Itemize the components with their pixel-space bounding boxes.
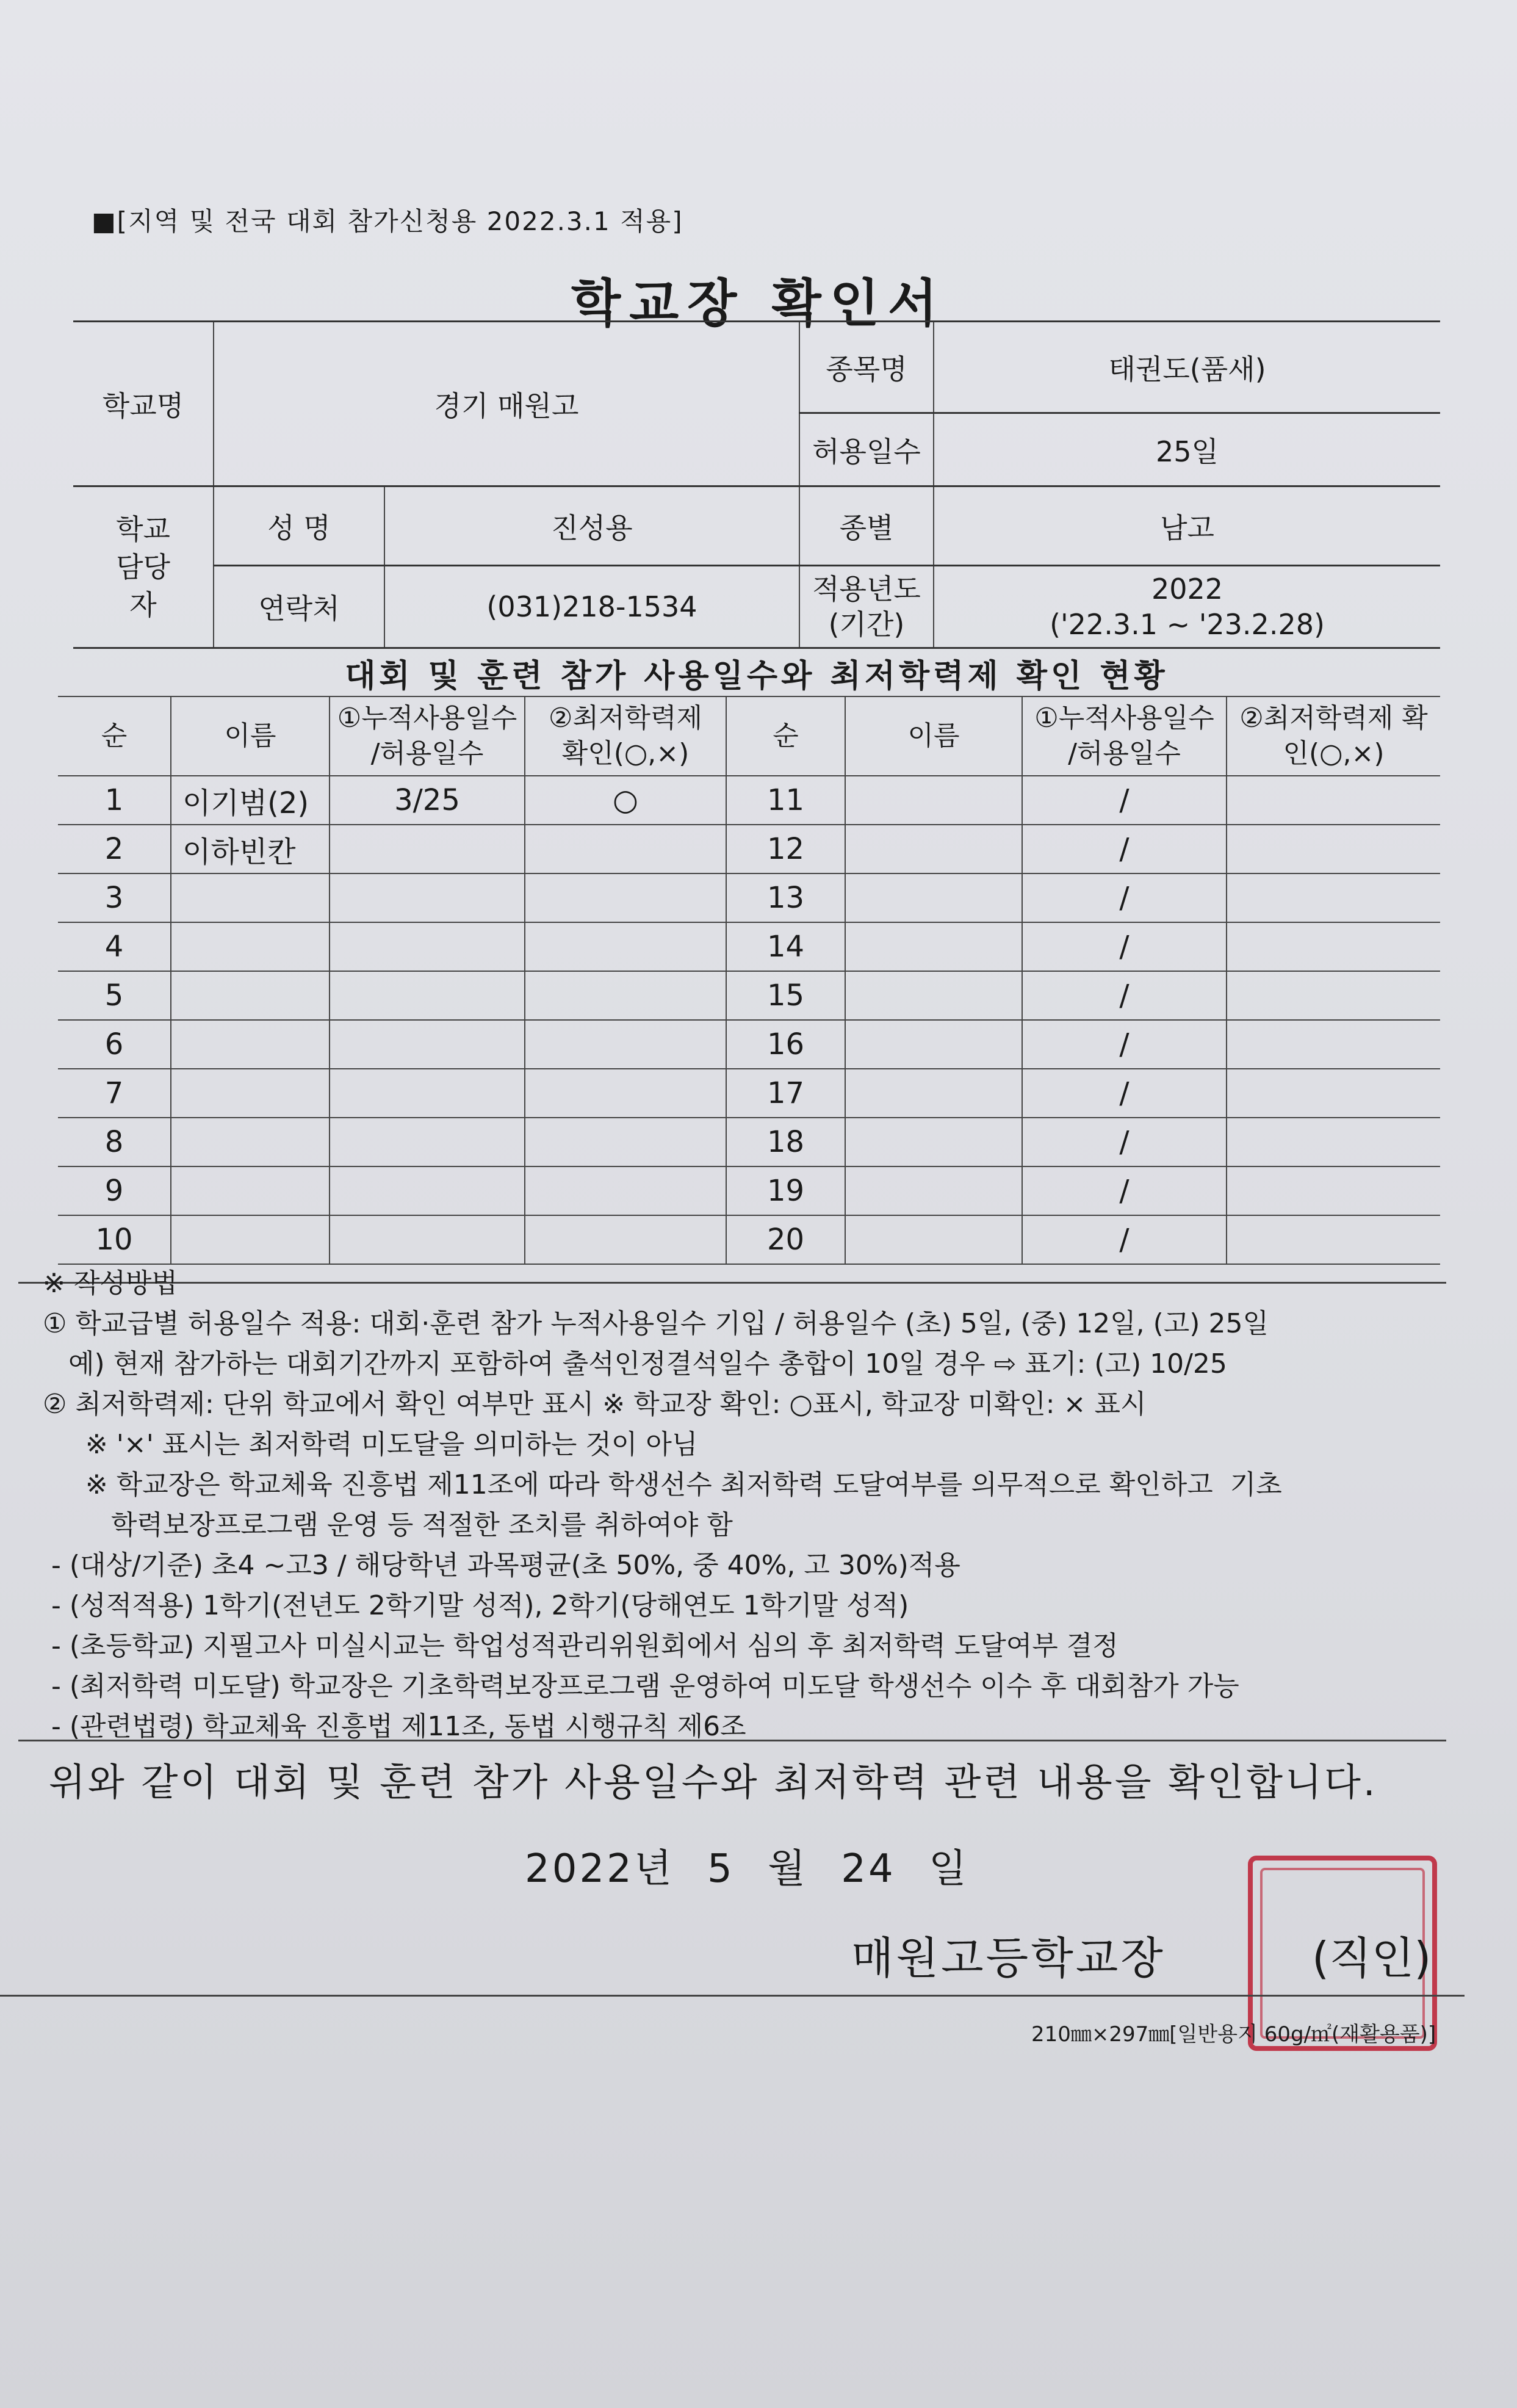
seal-sign-label: (직인)	[1312, 1933, 1432, 1984]
header-name-left: 이름	[171, 696, 330, 776]
row-seq-right: 19	[726, 1166, 845, 1215]
row-check-right	[1227, 1020, 1440, 1069]
row-days-right: /	[1022, 1166, 1227, 1215]
writing-method	[43, 1264, 1465, 1747]
row-days-left	[330, 922, 525, 971]
row-seq-right: 15	[726, 971, 845, 1020]
header-days-left	[330, 696, 525, 776]
year-value: 2022	[1151, 573, 1223, 606]
row-days-left: 3/25	[330, 776, 525, 825]
type-label: 종별	[799, 486, 934, 566]
method-line: - (대상/기준) 초4 ~고3 / 해당학년 과목평균(초 50%, 중 40%, 고 30%)적용	[43, 1550, 960, 1581]
row-days-right: /	[1022, 1118, 1227, 1166]
school-label: 학교명	[73, 322, 214, 486]
row-check-left	[525, 922, 726, 971]
header-days-left-text: ①누적사용일수 /허용일수	[337, 703, 517, 769]
table-row	[58, 1069, 1440, 1118]
row-name-right	[845, 776, 1022, 825]
row-name-left	[171, 1166, 330, 1215]
table-row	[58, 922, 1440, 971]
row-days-right: /	[1022, 1069, 1227, 1118]
row-check-right	[1227, 1069, 1440, 1118]
table-row	[58, 873, 1440, 922]
row-seq-left: 4	[58, 922, 171, 971]
row-seq-right: 18	[726, 1118, 845, 1166]
row-name-left: 이기범(2)	[171, 776, 330, 825]
row-seq-left: 6	[58, 1020, 171, 1069]
header-days-right	[1022, 696, 1227, 776]
row-name-right	[845, 1118, 1022, 1166]
method-line: ※ '×' 표시는 최저학력 미도달을 의미하는 것이 아님	[43, 1429, 698, 1460]
method-line: ① 학교급별 허용일수 적용: 대회·훈련 참가 누적사용일수 기입 / 허용일수 (초) 5일, (중) 12일, (고) 25일	[43, 1308, 1269, 1339]
row-check-left	[525, 971, 726, 1020]
row-name-right	[845, 971, 1022, 1020]
method-line: ※ 학교장은 학교체육 진흥법 제11조에 따라 학생선수 최저학력 도달여부를 의무적으로 확인하고 기초	[43, 1469, 1282, 1500]
row-days-right: /	[1022, 922, 1227, 971]
table-row	[58, 1166, 1440, 1215]
row-check-left	[525, 1069, 726, 1118]
row-seq-right: 17	[726, 1069, 845, 1118]
method-line: - (최저학력 미도달) 학교장은 기초학력보장프로그램 운영하여 미도달 학생선수 이수 후 대회참가 가능	[43, 1671, 1239, 1702]
type-value: 남고	[934, 486, 1440, 566]
row-check-right	[1227, 873, 1440, 922]
divider-bottom	[0, 1995, 1465, 1997]
header-seq-left: 순	[58, 696, 171, 776]
school-value: 경기 매원고	[214, 322, 799, 486]
row-check-right	[1227, 825, 1440, 873]
header-check-left-text: ②최저학력제 확인(○,×)	[549, 703, 702, 769]
method-line: - (관련법령) 학교체육 진흥법 제11조, 동법 시행규칙 제6조	[43, 1711, 746, 1742]
row-seq-left: 3	[58, 873, 171, 922]
row-days-right: /	[1022, 776, 1227, 825]
row-check-right	[1227, 1166, 1440, 1215]
header-check-left	[525, 696, 726, 776]
contact-value: (031)218-1534	[384, 566, 799, 648]
allowed-days-value: 25일	[934, 413, 1440, 486]
row-name-right	[845, 1215, 1022, 1264]
row-seq-left: 7	[58, 1069, 171, 1118]
divider-middle	[18, 1740, 1446, 1741]
method-line: - (초등학교) 지필고사 미실시교는 학업성적관리위원회에서 심의 후 최저학력 도달여부 결정	[43, 1630, 1119, 1661]
manager-label	[73, 486, 214, 648]
row-seq-left: 2	[58, 825, 171, 873]
row-seq-left: 1	[58, 776, 171, 825]
year-cell	[934, 566, 1440, 648]
row-days-left	[330, 873, 525, 922]
method-line: ② 최저학력제: 단위 학교에서 확인 여부만 표시 ※ 학교장 확인: ○표시, 학교장 미확인: × 표시	[43, 1389, 1147, 1420]
method-line: ※ 작성방법	[43, 1268, 178, 1299]
row-name-left	[171, 1215, 330, 1264]
method-line: 예) 현재 참가하는 대회기간까지 포함하여 출석인정결석일수 총합이 10일 경우 ⇨ 표기: (고) 10/25	[43, 1348, 1227, 1379]
table-row	[58, 776, 1440, 825]
table-row	[58, 1118, 1440, 1166]
paper-spec: 210㎜×297㎜[일반용지 60g/㎡(재활용품)]	[1031, 2022, 1436, 2047]
row-name-left	[171, 1069, 330, 1118]
confirm-statement: 위와 같이 대회 및 훈련 참가 사용일수와 최저학력 관련 내용을 확인합니다.	[49, 1760, 1378, 1804]
row-check-right	[1227, 971, 1440, 1020]
period-value: ('22.3.1 ~ '23.2.28)	[1050, 608, 1325, 641]
row-name-right	[845, 1166, 1022, 1215]
row-days-right: /	[1022, 825, 1227, 873]
table-row	[58, 1215, 1440, 1264]
row-check-right	[1227, 776, 1440, 825]
row-days-left	[330, 1215, 525, 1264]
row-seq-right: 14	[726, 922, 845, 971]
row-name-left: 이하빈칸	[171, 825, 330, 873]
row-check-right	[1227, 1215, 1440, 1264]
header-seq-right: 순	[726, 696, 845, 776]
row-name-right	[845, 922, 1022, 971]
row-seq-left: 5	[58, 971, 171, 1020]
table-row	[58, 971, 1440, 1020]
row-seq-left: 10	[58, 1215, 171, 1264]
year-label-text: 적용년도 (기간)	[812, 573, 921, 641]
row-seq-right: 16	[726, 1020, 845, 1069]
issue-date: 2022년 5 월 24 일	[525, 1846, 969, 1892]
row-check-left	[525, 1215, 726, 1264]
table-row	[58, 1020, 1440, 1069]
header-check-right	[1227, 696, 1440, 776]
row-days-right: /	[1022, 873, 1227, 922]
row-days-left	[330, 1020, 525, 1069]
status-subtitle: 대회 및 훈련 참가 사용일수와 최저학력제 확인 현황	[345, 658, 1169, 695]
row-days-right: /	[1022, 1020, 1227, 1069]
row-name-right	[845, 1020, 1022, 1069]
row-name-right	[845, 1069, 1022, 1118]
event-value: 태권도(품새)	[934, 322, 1440, 413]
row-days-left	[330, 1166, 525, 1215]
row-check-left	[525, 873, 726, 922]
row-check-left	[525, 1166, 726, 1215]
row-days-right: /	[1022, 971, 1227, 1020]
row-seq-right: 11	[726, 776, 845, 825]
row-check-left	[525, 1118, 726, 1166]
event-label: 종목명	[799, 322, 934, 413]
name-value: 진성용	[384, 486, 799, 566]
row-name-left	[171, 971, 330, 1020]
row-seq-right: 13	[726, 873, 845, 922]
contact-label: 연락처	[214, 566, 384, 648]
status-grid	[58, 696, 1440, 1265]
manager-label-text: 학교 담당자	[116, 513, 170, 621]
name-label: 성 명	[214, 486, 384, 566]
header-check-right-text: ②최저학력제 확인(○,×)	[1239, 703, 1428, 769]
row-seq-right: 20	[726, 1215, 845, 1264]
row-name-left	[171, 873, 330, 922]
row-days-left	[330, 1069, 525, 1118]
method-line: - (성적적용) 1학기(전년도 2학기말 성적), 2학기(당해연도 1학기말 성적)	[43, 1590, 909, 1621]
row-days-right: /	[1022, 1215, 1227, 1264]
page-title: 학교장 확인서	[571, 273, 946, 333]
row-days-left	[330, 1118, 525, 1166]
row-days-left	[330, 971, 525, 1020]
row-days-left	[330, 825, 525, 873]
method-line: 학력보장프로그램 운영 등 적절한 조치를 취하여야 함	[43, 1510, 733, 1541]
row-check-right	[1227, 922, 1440, 971]
header-days-right-text: ①누적사용일수 /허용일수	[1034, 703, 1214, 769]
header-name-right: 이름	[845, 696, 1022, 776]
row-check-left	[525, 825, 726, 873]
row-seq-left: 9	[58, 1166, 171, 1215]
year-label	[799, 566, 934, 648]
row-check-left: ○	[525, 776, 726, 825]
row-seq-right: 12	[726, 825, 845, 873]
row-name-left	[171, 922, 330, 971]
row-name-right	[845, 825, 1022, 873]
table-row	[58, 825, 1440, 873]
row-name-right	[845, 873, 1022, 922]
notice-header: ■[지역 및 전국 대회 참가신청용 2022.3.1 적용]	[92, 206, 683, 236]
info-table	[73, 320, 1440, 649]
row-name-left	[171, 1118, 330, 1166]
row-check-right	[1227, 1118, 1440, 1166]
row-name-left	[171, 1020, 330, 1069]
principal-title: 매원고등학교장	[851, 1933, 1166, 1984]
row-check-left	[525, 1020, 726, 1069]
row-seq-left: 8	[58, 1118, 171, 1166]
allowed-days-label: 허용일수	[799, 413, 934, 486]
